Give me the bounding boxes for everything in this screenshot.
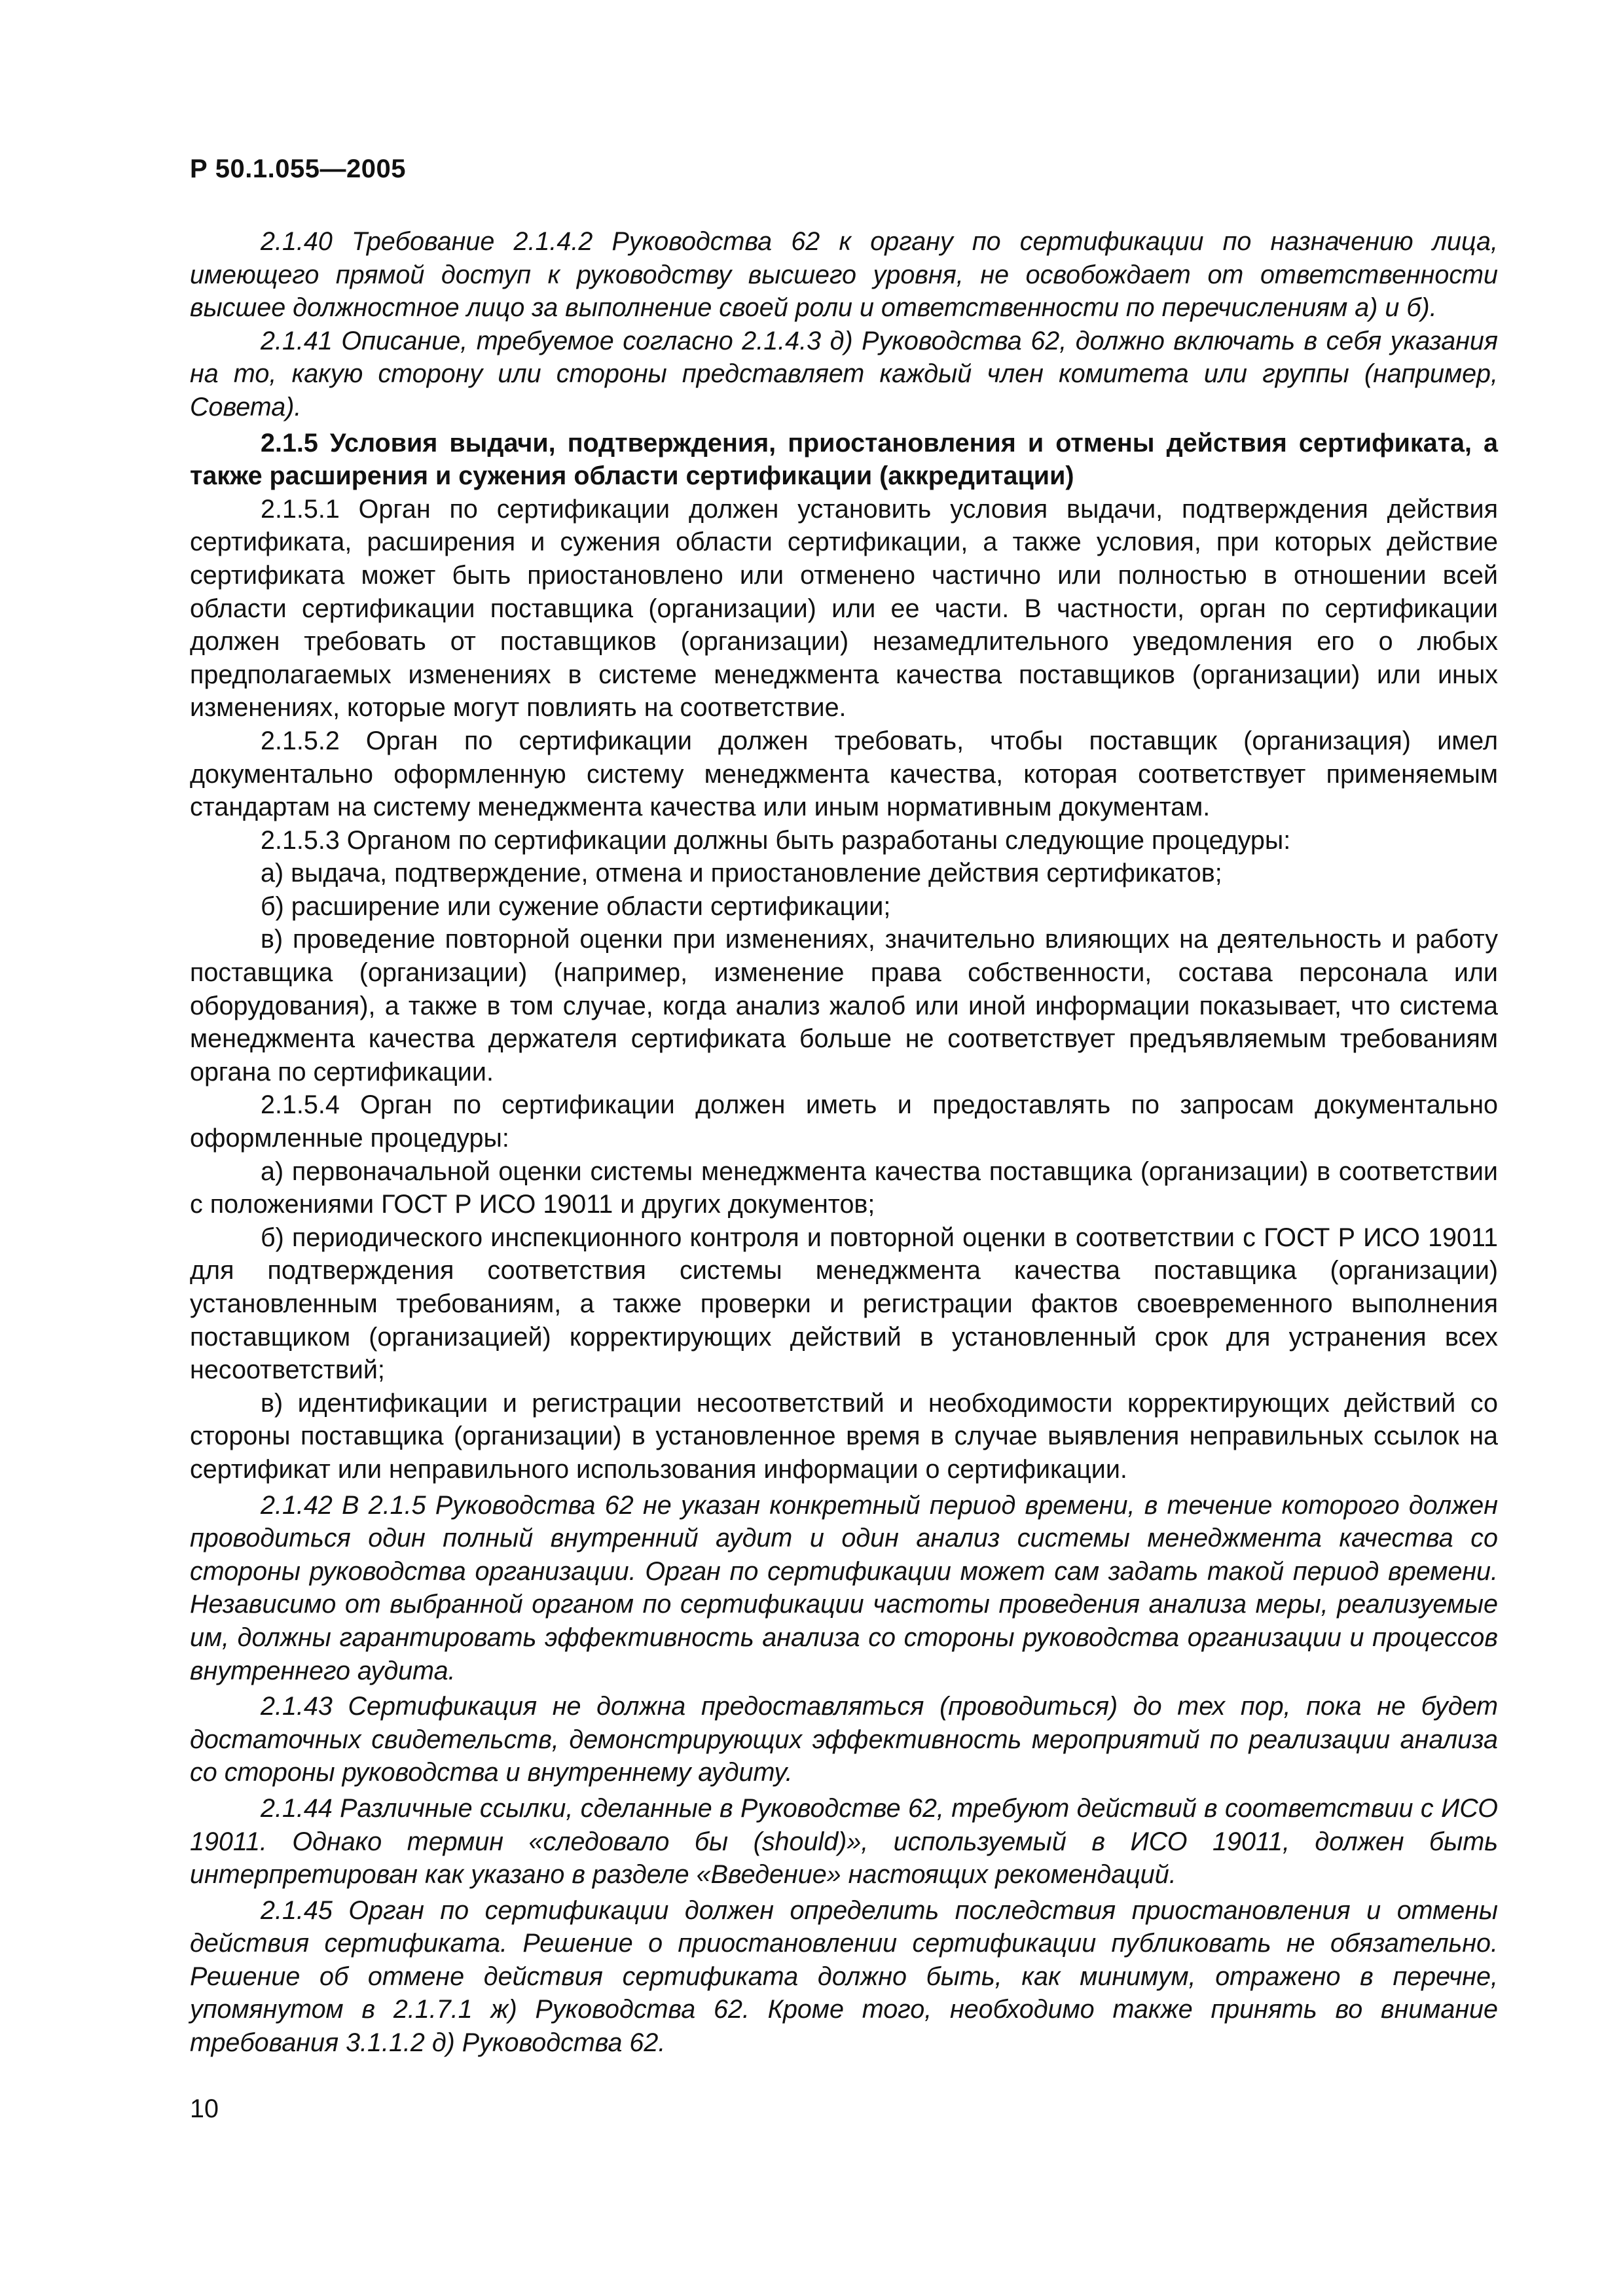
paragraph-2-1-44: 2.1.44 Различные ссылки, сделанные в Руководстве 62, требуют действий в соответствии с ИСО 19011. Однако термин «следовало бы (should)», используемый в ИСО 19011, должен быть интерпретирован как указано в разделе «Введение» настоящих рекомендаций. [190, 1793, 1498, 1890]
section-heading-2-1-5: 2.1.5 Условия выдачи, подтверждения, приостановления и отмены действия сертификата, а также расширения и сужения области сертификации (аккредитации) [190, 428, 1498, 491]
paragraph-2-1-41: 2.1.41 Описание, требуемое согласно 2.1.4.3 д) Руководства 62, должно включать в себя указания на то, какую сторону или стороны представляет каждый член комитета или группы (например, Совета). [190, 326, 1498, 422]
paragraph-2-1-5-3: 2.1.5.3 Органом по сертификации должны быть разработаны следующие процедуры: [261, 825, 1291, 855]
list-item-b: б) расширение или сужение области сертификации; [261, 891, 891, 921]
paragraph-2-1-5-1: 2.1.5.1 Орган по сертификации должен установить условия выдачи, подтверждения действия сертификата, расширения и сужения области сертификации, а также условия, при которых действие сертификата может быть приостановлено или отменено частично или полностью в отношении всей области сертификации поставщика (организации) или ее части. В частности, орган по сертификации должен требовать от поставщиков (организации) незамедлительного уведомления его о любых предполагаемых изменениях в системе менеджмента качества поставщиков (организации) или иных изменениях, которые могут повлиять на соответствие. [190, 494, 1498, 723]
page-number: 10 [190, 2094, 219, 2123]
paragraph-2-1-40: 2.1.40 Требование 2.1.4.2 Руководства 62 к органу по сертификации по назначению лица, имеющего прямой доступ к руководству высшего уровня, не освобождает от ответственности высшее должностное лицо за выполнение своей роли и ответственности по перечислениям а) и б). [190, 227, 1498, 323]
list-item-a: а) выдача, подтверждение, отмена и приостановление действия сертификатов; [261, 859, 1222, 888]
paragraph-2-1-45: 2.1.45 Орган по сертификации должен определить последствия приостановления и отмены действия сертификата. Решение о приостановлении сертификации публиковать не обязательно. Решение об отмене действия сертификата должно быть, как минимум, отражено в перечне, упомянутом в 2.1.7.1 ж) Руководства 62. Кроме того, необходимо также принять во внимание требования 3.1.1.2 д) Руководства 62. [190, 1895, 1498, 2058]
list-item-b-procedures: б) периодического инспекционного контроля и повторной оценки в соответствии с ГОСТ Р ИСО 19011 для подтверждения соответствия системы менеджмента качества поставщика (организации) установленным требованиям, а также проверки и регистрации фактов своевременного выполнения поставщиком (организацией) корректирующих действий в установленный срок для устранения всех несоответствий; [190, 1223, 1498, 1385]
paragraph-2-1-43: 2.1.43 Сертификация не должна предоставляться (проводиться) до тех пор, пока не будет достаточных свидетельств, демонстрирующих эффективность мероприятий по реализации анализа со стороны руководства и внутреннему аудиту. [190, 1692, 1498, 1787]
list-item-v: в) проведение повторной оценки при изменениях, значительно влияющих на деятельность и работу поставщика (организации) (например, изменение права собственности, состава персонала или оборудования), а также в том случае, когда анализ жалоб или иной информации показывает, что система менеджмента качества держателя сертификата больше не соответствует предъявляемым требованиям органа по сертификации. [190, 925, 1498, 1086]
paragraph-2-1-5-4: 2.1.5.4 Орган по сертификации должен иметь и предоставлять по запросам документально оформленные процедуры: [190, 1090, 1498, 1153]
list-item-a-procedures: а) первоначальной оценки системы менеджмента качества поставщика (организации) в соответствии с положениями ГОСТ Р ИСО 19011 и других документов; [190, 1157, 1498, 1219]
list-item-v-procedures: в) идентификации и регистрации несоответствий и необходимости корректирующих действий со стороны поставщика (организации) в установленное время в случае выявления неправильных ссылок на сертификат или неправильного использования информации о сертификации. [190, 1388, 1498, 1484]
paragraph-2-1-5-2: 2.1.5.2 Орган по сертификации должен требовать, чтобы поставщик (организация) имел документально оформленную систему менеджмента качества, которая соответствует применяемым стандартам на систему менеджмента качества или иным нормативным документам. [190, 726, 1498, 822]
document-body [190, 225, 1498, 2060]
paragraph-2-1-42: 2.1.42 В 2.1.5 Руководства 62 не указан конкретный период времени, в течение которого должен проводиться один полный внутренний аудит и один анализ системы менеджмента качества со стороны руководства организации. Орган по сертификации может сам задать такой период времени. Независимо от выбранной органом по сертификации частоты проведения анализа меры, реализуемые им, должны гарантировать эффективность анализа со стороны руководства организации и процессов внутреннего аудита. [190, 1490, 1498, 1685]
document-code: Р 50.1.055—2005 [190, 154, 406, 183]
